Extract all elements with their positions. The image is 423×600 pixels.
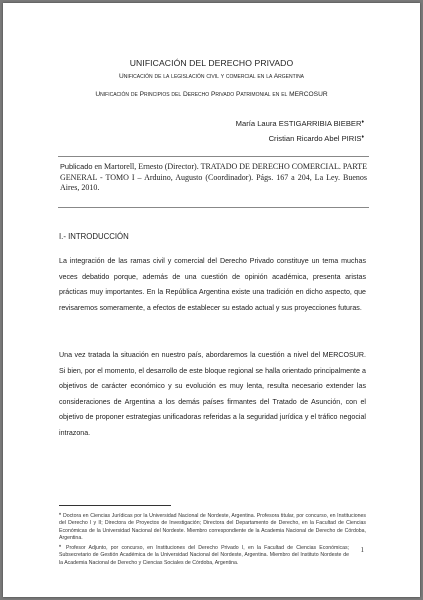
footnote-divider xyxy=(59,505,171,506)
footnote-mark: ♦ xyxy=(361,119,364,125)
author-2 xyxy=(269,134,364,143)
footnote-mark: ♦ xyxy=(361,134,364,140)
publication-text: en Martorell, Ernesto (Director). TRATADO DE DERECHO COMERCIAL. PARTE GENERAL - TOMO I – Arduino, Augusto (Coordinador). Págs. 167 a 204, La Ley. Buenos Aires, 2010. xyxy=(60,162,367,193)
footnote-mark: ♦ xyxy=(59,511,62,516)
publication-box xyxy=(58,156,369,208)
page-number: 1 xyxy=(360,546,364,554)
paragraph-2: Una vez tratada la situación en nuestro país, abordaremos la cuestión a nivel del MERCOSUR. Si bien, por el momento, el desarrollo de este bloque regional se halla orientado principalmente a objetivos de carácter económico y su evolución es muy lenta, resulta necesario extender las consideraciones de Argentina a los demás países firmantes del Tratado de Asunción, con el objetivo de proponer estrategias unificadoras referidas a la seguridad jurídica y el tráfico negocial intrazona. xyxy=(59,351,366,437)
footnote-text: Profesor Adjunto, por concurso, en Instituciones del Derecho Privado I, en la Facultad de Ciencias Económicas; Subsecretario de Gestión Académica de la Universidad Nacional del Nordeste, Argentina. Miembro del Instituto Nordeste de la Academia Nacional de Derecho y Ciencias Sociales de Córdoba, Argentina. xyxy=(59,545,350,566)
document-subtitle-2: Unificación de Principios del Derecho Privado Patrimonial en el MERCOSUR xyxy=(95,91,328,98)
document-subtitle-1: Unificación de la legislación civil y comercial en la Argentina xyxy=(118,73,305,80)
footnote-2 xyxy=(59,542,349,567)
footnote-text: Doctora en Ciencias Jurídicas por la Universidad Nacional de Nordeste, Argentina. Profesora titular, por concurso, en Instituciones del Derecho I y II; Directora de Proyectos de Investigación; Directora del Departamento de Derecho, en la Facultad de Ciencias Económicas de la Universidad Nacional del Nordeste. Miembro correspondiente de la Academia Nacional de Derecho de Córdoba, Argentina. xyxy=(59,513,366,542)
document-title: UNIFICACIÓN DEL DERECHO PRIVADO xyxy=(129,58,294,68)
paragraph-1: La integración de las ramas civil y comercial del Derecho Privado constituye un tema muchas veces debatido porque, además de una cuestión de opinión académica, presenta aristas prácticas muy importantes. En la República Argentina existe una tradición en dicho aspecto, que revisaremos someramente, a efectos de establecer su estado actual y sus proyecciones futuras. xyxy=(59,257,366,312)
footnote-mark: ♦ xyxy=(59,543,63,548)
document-page xyxy=(3,3,420,597)
section-heading: I.- INTRODUCCIÓN xyxy=(59,232,129,241)
publication-lead: Publicado xyxy=(60,162,93,171)
author-1 xyxy=(236,119,364,128)
author-name: María Laura ESTIGARRIBIA BIEBER xyxy=(235,119,362,128)
footnote-1 xyxy=(59,510,366,543)
author-name: Cristian Ricardo Abel PIRIS xyxy=(268,134,362,143)
